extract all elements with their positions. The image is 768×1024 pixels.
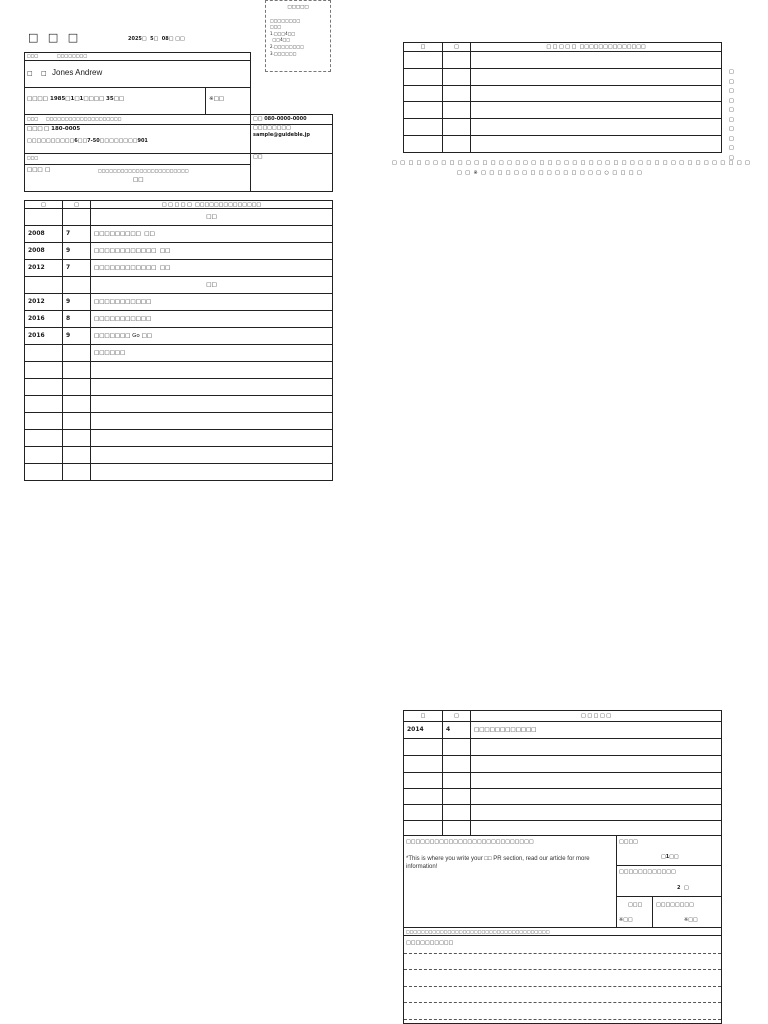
history-year: [25, 345, 63, 362]
history-year: 2016: [25, 311, 63, 328]
divider: [25, 164, 251, 165]
history-content: □□□□□□□□□□□: [91, 311, 333, 328]
history-month: 9: [63, 243, 91, 260]
table-row: [404, 69, 722, 86]
side-vertical-note: □□□□□□□□□□: [729, 69, 734, 161]
content-header: □ □ □ □ □ □□□□□□□□□□□□□□: [91, 201, 333, 209]
name-label: □: [41, 70, 47, 77]
table-row: [25, 396, 333, 413]
table-row: [404, 821, 722, 836]
spouse-support-value: ※□□: [684, 917, 698, 923]
table-row: [404, 789, 722, 805]
table-row: [25, 243, 333, 260]
year-header: □: [404, 43, 443, 52]
history-month: [63, 277, 91, 294]
table-row: [25, 430, 333, 447]
history-month: [63, 345, 91, 362]
history-end-marker: □□□□□□: [91, 345, 333, 362]
applicant-name: Jones Andrew: [52, 68, 103, 77]
table-row: [404, 136, 722, 153]
history-content: □□□□□□□□□□□: [91, 294, 333, 311]
table-row: [25, 413, 333, 430]
gender-field: ※□□: [209, 96, 225, 102]
commute-label: □□□□: [619, 839, 638, 845]
pr-section: [403, 835, 722, 928]
footnote-line: □□□□□□□□□□□□□□□□: [392, 160, 524, 166]
email-address: sample@guideble.jp: [253, 132, 310, 138]
history-year: 2012: [25, 294, 63, 311]
contact-furigana-label: □□□: [27, 155, 39, 160]
table-row: [25, 209, 333, 226]
table-row: [404, 756, 722, 773]
table-row: [25, 277, 333, 294]
writing-line: [404, 986, 721, 987]
table-row: [25, 260, 333, 277]
writing-line: [404, 969, 721, 970]
month-header: □: [443, 43, 471, 52]
history-section-heading: □□: [91, 277, 333, 294]
photo-instruction: 1.□□□4□□: [270, 31, 296, 36]
furigana-label: □□□: [27, 53, 39, 58]
history-month: 8: [63, 311, 91, 328]
photo-instruction: 3.□□□□□□: [270, 51, 297, 56]
table-row: [25, 362, 333, 379]
history-year: 2012: [25, 260, 63, 277]
table-row: [25, 345, 333, 362]
table-row: [25, 447, 333, 464]
history-month: 9: [63, 328, 91, 345]
address-label: □□□: [27, 126, 43, 132]
table-row: [404, 722, 722, 739]
history-year: [25, 277, 63, 294]
award-content: □□□□□□□□□□□□: [471, 722, 722, 739]
history-year: 2016: [25, 328, 63, 345]
pr-label: □□□□□□□□□□□□□□□□□□□□□□□□□□□: [406, 839, 534, 845]
resume-title: □ □ □: [28, 31, 82, 44]
history-month: 7: [63, 226, 91, 243]
licenses-header: [404, 43, 722, 52]
history-content: □□□□□□□□□ □□: [91, 226, 333, 243]
contact-suffix: □□: [133, 177, 144, 183]
photo-instruction: □□4□□: [270, 37, 291, 42]
divider: [25, 87, 250, 88]
name-label: □: [27, 70, 33, 77]
resume-date: 2025□ 5□ 08□ □□: [128, 36, 185, 42]
year-header: □: [404, 711, 443, 722]
award-month: 4: [443, 722, 471, 739]
divider: [25, 60, 250, 61]
award-year: 2014: [404, 722, 443, 739]
commute-time: □1□□: [661, 854, 679, 860]
table-row: [404, 119, 722, 136]
awards-table: [403, 710, 722, 836]
divider: [616, 835, 617, 927]
spouse-label: □□□: [628, 902, 643, 908]
furigana-value: □□□□□□□□: [57, 53, 88, 58]
history-year: 2008: [25, 226, 63, 243]
email-label: □□□□□□□□: [253, 125, 291, 131]
pr-text: *This is where you write your □□ PR section, read our article for more information!: [406, 856, 590, 870]
address-furigana-value: □□□□□□□□□□□□□□□□□□□□: [46, 116, 122, 121]
history-year: 2008: [25, 243, 63, 260]
table-row: [404, 773, 722, 789]
table-row: [404, 86, 722, 102]
address-furigana-label: □□□: [27, 116, 39, 121]
table-row: [25, 379, 333, 396]
month-header: □: [63, 201, 91, 209]
personal-info-box: [24, 52, 251, 115]
wishes-box: [403, 936, 722, 1024]
table-row: [25, 464, 333, 481]
wishes-label: □□□□□□□□□□: [406, 940, 454, 946]
licenses-table: [403, 42, 722, 153]
contact-note: □□□□□□□□□□□□□□□□□□□□□□□□: [98, 168, 189, 173]
photo-instruction: 2.□□□□□□□□: [270, 44, 305, 49]
writing-line: [404, 1019, 721, 1020]
history-content: □□□□□□□ Go □□: [91, 328, 333, 345]
spouse-support-label: □□□□□□□□: [656, 902, 694, 908]
history-month: 7: [63, 260, 91, 277]
birth-date: 1985□1□1□□□□ 35□□: [50, 96, 125, 102]
table-row: [404, 805, 722, 821]
table-row: [404, 102, 722, 119]
dependents-label: □□□□□□□□□□□□: [619, 869, 676, 875]
divider: [652, 896, 653, 927]
phone-number: □□ 080-0000-0000: [253, 116, 307, 122]
postal-code: □ 180-0005: [44, 126, 81, 132]
dependents-count: 2 □: [677, 885, 689, 891]
history-table: [24, 200, 333, 481]
photo-heading: □□□□□: [287, 5, 309, 10]
birth-label: □□□□: [27, 96, 48, 102]
photo-instruction: □□□: [270, 24, 282, 29]
content-header: □ □ □ □ □ □□□□□□□□□□□□□□: [471, 43, 722, 52]
history-year: [25, 209, 63, 226]
divider: [205, 87, 206, 114]
contact-phone-label: □□: [253, 154, 263, 160]
footnote-line: □□□□□□□□□□□□□□□□□□□□□□□□□□□□: [523, 160, 754, 166]
writing-line: [404, 953, 721, 954]
photo-instruction: □□□□□□□□: [270, 18, 301, 23]
spouse-value: ※□□: [619, 917, 633, 923]
table-row: [404, 739, 722, 756]
awards-header: [404, 711, 722, 722]
table-row: [25, 226, 333, 243]
table-row: [25, 311, 333, 328]
history-section-heading: □□: [91, 209, 333, 226]
table-row: [25, 328, 333, 345]
writing-line: [404, 1002, 721, 1003]
divider: [616, 865, 721, 866]
note-text: □□□□□□□□□□□□□□□□□□□□□□□□□□□□□□□□□□□□□□: [406, 929, 550, 934]
history-month: [63, 209, 91, 226]
month-header: □: [443, 711, 471, 722]
footnote-line: □□※□□□□□□□□□□□□□□□○□□□□: [457, 170, 646, 176]
divider: [616, 896, 721, 897]
content-header: □ □ □ □ □: [471, 711, 722, 722]
contact-postal: □: [45, 167, 51, 173]
address-line: □□□□□□□□□□6□□7-50□□□□□□□□901: [27, 138, 148, 144]
history-header: [25, 201, 333, 209]
photo-placeholder: [265, 0, 331, 72]
contact-label: □□□: [27, 167, 43, 173]
table-row: [25, 294, 333, 311]
divider: [25, 153, 332, 154]
history-month: 9: [63, 294, 91, 311]
history-content: □□□□□□□□□□□□ □□: [91, 243, 333, 260]
history-content: □□□□□□□□□□□□ □□: [91, 260, 333, 277]
year-header: □: [25, 201, 63, 209]
table-row: [404, 52, 722, 69]
